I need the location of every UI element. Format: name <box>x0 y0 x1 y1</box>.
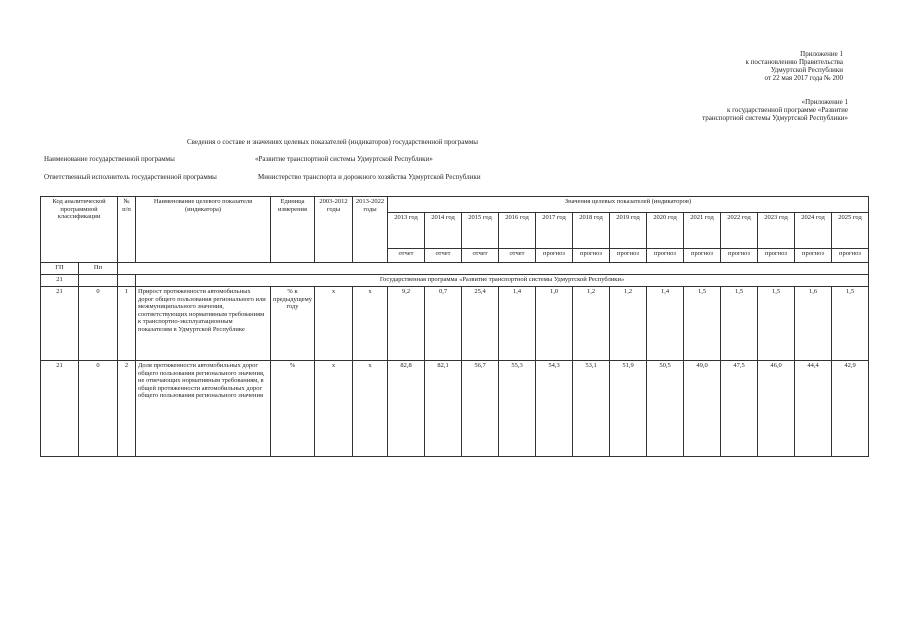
table-row <box>41 361 869 457</box>
row-number: 2 <box>118 361 136 457</box>
header-year: 2017 год <box>536 213 573 249</box>
header-kind: прогноз <box>647 249 684 263</box>
row-value: 50,5 <box>647 361 684 457</box>
row-value: 1,2 <box>573 287 610 361</box>
appendix-line: Приложение 1 <box>800 50 843 58</box>
section-code: 21 <box>41 275 79 287</box>
appendix-line: от 22 мая 2017 года № 200 <box>764 74 843 82</box>
appendix-block-2 <box>702 98 848 122</box>
row-name: Прирост протяженности автомобильных дорог общего пользования регионального или межмуниципального значения, соответствующих нормативным требованиям к транспортно-эксплуатационным показателям в Удмуртской Республике <box>136 287 271 361</box>
doc-title: Сведения о составе и значениях целевых показателей (индикаторов) государственной программы <box>187 138 478 146</box>
header-year: 2016 год <box>499 213 536 249</box>
header-kind: прогноз <box>684 249 721 263</box>
row-name: Доля протяженности автомобильных дорог общего пользования регионального значения, не отвечающих нормативным требованиям, в общей протяженности автомобильных дорог общего пользования регионального значения <box>136 361 271 457</box>
header-year: 2019 год <box>610 213 647 249</box>
row-value: 1,5 <box>684 287 721 361</box>
row-value: 1,4 <box>499 287 536 361</box>
header-kind: прогноз <box>795 249 832 263</box>
row-value: 1,2 <box>610 287 647 361</box>
row-pp: 0 <box>79 287 118 361</box>
row-value: 1,0 <box>536 287 573 361</box>
row-2013-2022: х <box>353 287 388 361</box>
row-value: 1,6 <box>795 287 832 361</box>
row-value: 56,7 <box>462 361 499 457</box>
table-row <box>41 287 869 361</box>
header-values: Значения целевых показателей (индикаторов) <box>388 197 869 213</box>
row-2013-2022: х <box>353 361 388 457</box>
header-kind: отчет <box>388 249 425 263</box>
header-pp: Пп <box>79 263 118 275</box>
header-kind: прогноз <box>721 249 758 263</box>
row-value: 0,7 <box>425 287 462 361</box>
header-2013-2022: 2013-2022 годы <box>353 197 388 263</box>
row-number: 1 <box>118 287 136 361</box>
row-2003-2012: х <box>315 287 353 361</box>
header-kind: отчет <box>462 249 499 263</box>
row-pp: 0 <box>79 361 118 457</box>
header-kind: прогноз <box>610 249 647 263</box>
row-value: 53,1 <box>573 361 610 457</box>
header-year: 2024 год <box>795 213 832 249</box>
program-name-value: «Развитие транспортной системы Удмуртской Республики» <box>255 155 433 163</box>
row-value: 82,8 <box>388 361 425 457</box>
row-value: 1,4 <box>647 287 684 361</box>
appendix-line: к государственной программе «Развитие <box>727 106 848 114</box>
header-year: 2014 год <box>425 213 462 249</box>
row-value: 9,2 <box>388 287 425 361</box>
appendix-line: транспортной системы Удмуртской Республики» <box>702 114 848 122</box>
header-year: 2023 год <box>758 213 795 249</box>
header-year: 2022 год <box>721 213 758 249</box>
header-number: № п/п <box>118 197 136 263</box>
header-year: 2013 год <box>388 213 425 249</box>
header-code: Код аналитической программной классификации <box>41 197 118 263</box>
row-value: 25,4 <box>462 287 499 361</box>
row-value: 54,3 <box>536 361 573 457</box>
row-2003-2012: х <box>315 361 353 457</box>
row-value: 46,0 <box>758 361 795 457</box>
header-year: 2015 год <box>462 213 499 249</box>
row-value: 1,5 <box>758 287 795 361</box>
row-value: 1,5 <box>721 287 758 361</box>
appendix-line: «Приложение 1 <box>801 98 848 106</box>
appendix-line: к постановлению Правительства <box>745 58 843 66</box>
executor-value: Министерство транспорта и дорожного хозяйства Удмуртской Республики <box>258 173 481 181</box>
header-kind: прогноз <box>573 249 610 263</box>
row-gp: 21 <box>41 361 79 457</box>
header-2003-2012: 2003-2012 годы <box>315 197 353 263</box>
program-name-label: Наименование государственной программы <box>44 155 175 163</box>
section-title: Государственная программа «Развитие транспортной системы Удмуртской Республики» <box>136 275 869 287</box>
row-value: 51,9 <box>610 361 647 457</box>
row-value: 55,3 <box>499 361 536 457</box>
row-gp: 21 <box>41 287 79 361</box>
header-kind: отчет <box>499 249 536 263</box>
row-unit: % к предыдущему году <box>271 287 315 361</box>
header-kind: прогноз <box>832 249 869 263</box>
header-unit: Единица измерения <box>271 197 315 263</box>
appendix-block <box>745 50 843 82</box>
header-name: Наименование целевого показателя (индикатора) <box>136 197 271 263</box>
row-value: 1,5 <box>832 287 869 361</box>
header-kind: отчет <box>425 249 462 263</box>
indicators-table <box>40 196 869 457</box>
row-value: 47,5 <box>721 361 758 457</box>
row-value: 82,1 <box>425 361 462 457</box>
header-year: 2020 год <box>647 213 684 249</box>
header-year: 2025 год <box>832 213 869 249</box>
appendix-line: Удмуртской Республики <box>770 66 843 74</box>
row-value: 42,9 <box>832 361 869 457</box>
row-value: 49,0 <box>684 361 721 457</box>
row-unit: % <box>271 361 315 457</box>
header-year: 2021 год <box>684 213 721 249</box>
row-value: 44,4 <box>795 361 832 457</box>
header-year: 2018 год <box>573 213 610 249</box>
executor-label: Ответственный исполнитель государственной программы <box>44 173 217 181</box>
header-kind: прогноз <box>536 249 573 263</box>
header-gp: ГП <box>41 263 79 275</box>
header-kind: прогноз <box>758 249 795 263</box>
